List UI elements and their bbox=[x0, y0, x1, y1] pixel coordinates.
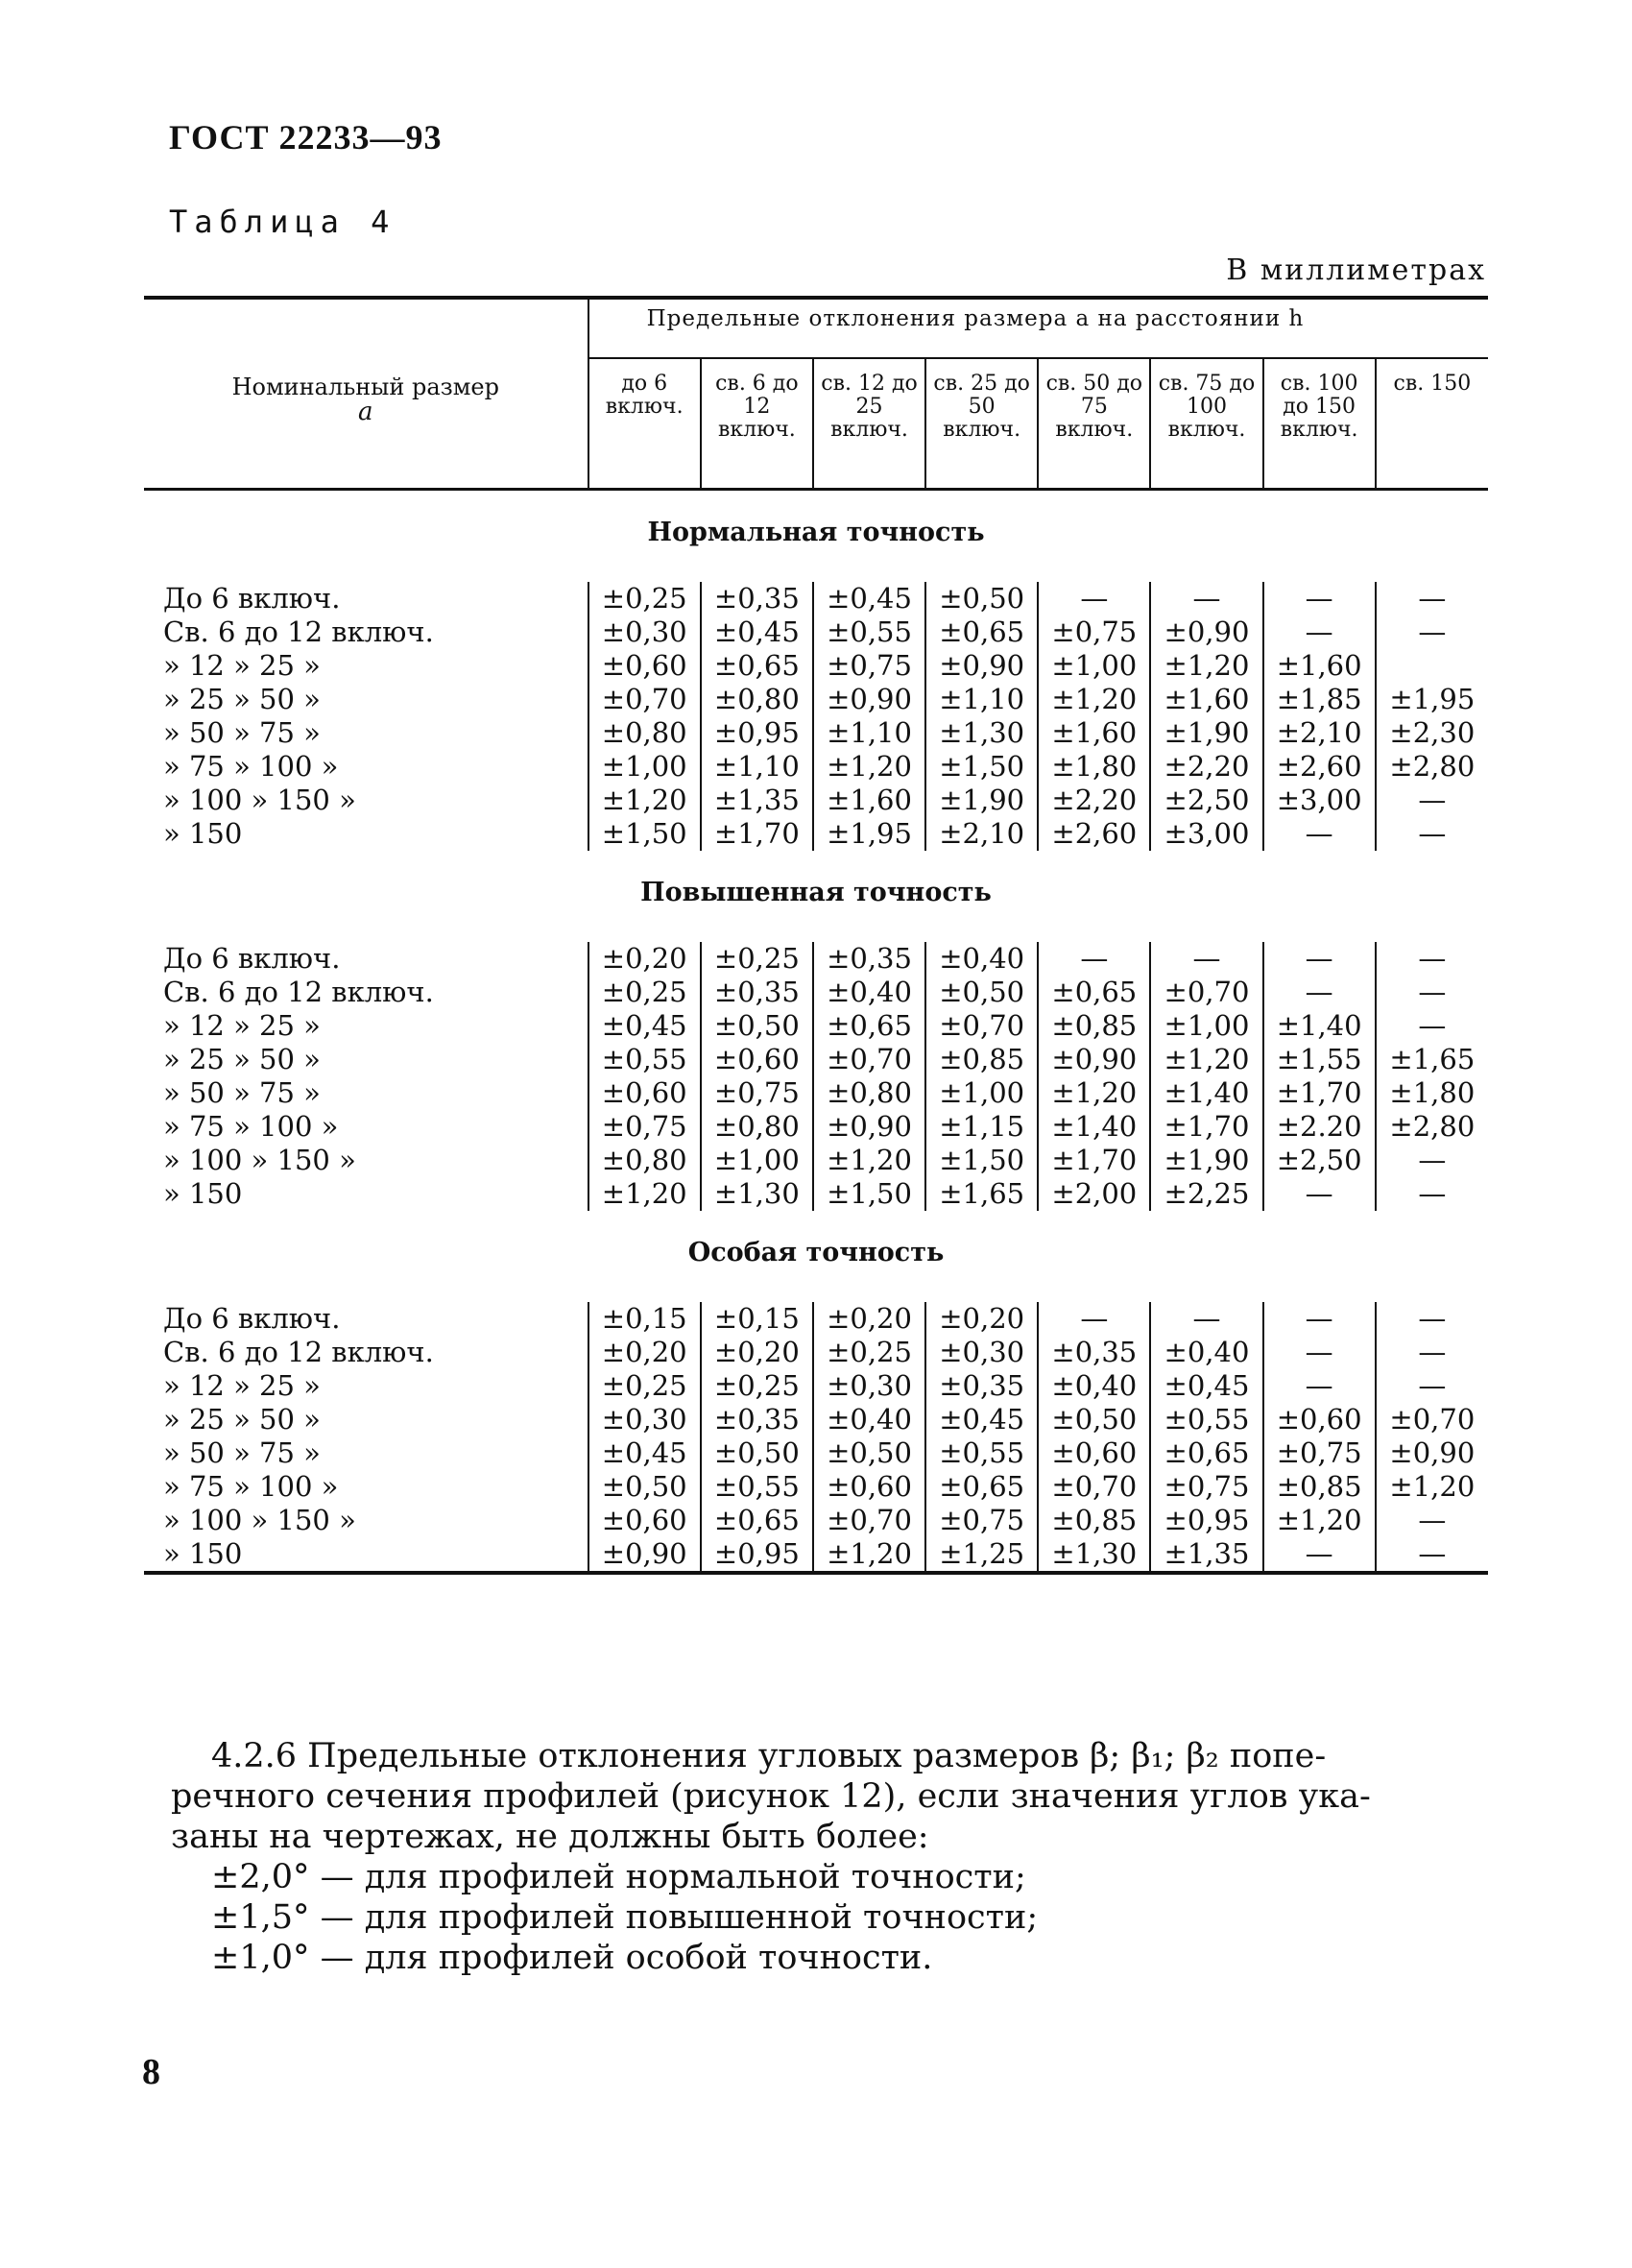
table-row bbox=[144, 1504, 1488, 1537]
deviation-cell: ±0,55 bbox=[813, 615, 925, 649]
deviation-cell: ±0,25 bbox=[813, 1336, 925, 1369]
deviation-cell: ±0,20 bbox=[701, 1336, 813, 1369]
row-label: До 6 включ. bbox=[163, 942, 341, 975]
deviation-cell: ±0,45 bbox=[813, 582, 925, 615]
deviation-cell bbox=[1376, 649, 1488, 683]
deviation-cell: ±1,90 bbox=[925, 784, 1038, 817]
tolerance-normal: ±2,0° — для профилей нормальной точности; bbox=[211, 1858, 1026, 1896]
deviation-cell: ±0,65 bbox=[813, 1009, 925, 1043]
table-caption: Таблица 4 bbox=[169, 204, 396, 240]
deviation-cell: ±1,50 bbox=[813, 1177, 925, 1211]
deviation-cell: ±0,75 bbox=[588, 1110, 701, 1144]
deviation-cell: ±0,80 bbox=[813, 1076, 925, 1110]
deviation-cell: ±0,90 bbox=[813, 1110, 925, 1144]
deviation-cell: ±2,50 bbox=[1150, 784, 1262, 817]
row-label: » 25 » 50 » bbox=[163, 1403, 321, 1436]
deviation-cell: ±0,65 bbox=[701, 649, 813, 683]
deviation-cell: ±0,90 bbox=[1038, 1043, 1150, 1076]
table-row bbox=[144, 1537, 1488, 1573]
section-title: Особая точность bbox=[687, 1238, 945, 1267]
deviation-cell: ±1,50 bbox=[588, 817, 701, 851]
deviation-cell: ±1,60 bbox=[1150, 683, 1262, 716]
deviation-cell: — bbox=[1263, 1537, 1376, 1573]
deviation-cell: ±2,60 bbox=[1263, 750, 1376, 784]
deviation-cell: ±1,65 bbox=[1376, 1043, 1488, 1076]
row-label: » 50 » 75 » bbox=[163, 1076, 321, 1109]
deviation-cell: ±0,15 bbox=[701, 1302, 813, 1336]
clause-4-2-6 bbox=[171, 1736, 1486, 1978]
deviation-cell: ±0,70 bbox=[925, 1009, 1038, 1043]
deviation-cell: ±3,00 bbox=[1150, 817, 1262, 851]
deviation-span-header: Предельные отклонения размера а на расстоянии h bbox=[588, 298, 1488, 358]
deviation-cell: ±0,65 bbox=[925, 615, 1038, 649]
deviation-cell: — bbox=[1376, 976, 1488, 1009]
deviation-cell: ±1,70 bbox=[1263, 1076, 1376, 1110]
deviation-cell: ±0,45 bbox=[588, 1009, 701, 1043]
deviation-cell: ±0,45 bbox=[588, 1436, 701, 1470]
deviation-cell: ±1,35 bbox=[1150, 1537, 1262, 1573]
deviation-cell: ±0,50 bbox=[1038, 1403, 1150, 1436]
deviation-cell: — bbox=[1263, 976, 1376, 1009]
nominal-size-header bbox=[144, 298, 588, 490]
deviation-cell: ±0,60 bbox=[588, 649, 701, 683]
deviation-cell: ±1,70 bbox=[701, 817, 813, 851]
table-row bbox=[144, 1336, 1488, 1369]
tolerance-increased: ±1,5° — для профилей повышенной точности; bbox=[211, 1898, 1039, 1937]
section-title: Нормальная точность bbox=[647, 518, 985, 547]
deviation-cell: — bbox=[1263, 1336, 1376, 1369]
deviation-cell: — bbox=[1376, 1009, 1488, 1043]
deviation-cell: ±0,70 bbox=[1376, 1403, 1488, 1436]
row-label: » 150 bbox=[163, 1537, 243, 1570]
deviation-cell: ±0,65 bbox=[1150, 1436, 1262, 1470]
deviation-cell: ±0,65 bbox=[1038, 976, 1150, 1009]
deviation-cell: ±0,20 bbox=[588, 942, 701, 976]
deviation-cell: ±1,90 bbox=[1150, 716, 1262, 750]
deviation-cell: ±0,65 bbox=[701, 1504, 813, 1537]
column-header: св. 150 bbox=[1376, 358, 1488, 490]
deviation-cell: — bbox=[1263, 615, 1376, 649]
deviation-cell: ±1,35 bbox=[701, 784, 813, 817]
deviation-cell: ±0,75 bbox=[813, 649, 925, 683]
deviation-cell: ±0,80 bbox=[701, 683, 813, 716]
table-row bbox=[144, 817, 1488, 851]
column-header: св. 50 до 75 включ. bbox=[1038, 358, 1150, 490]
deviation-cell: ±1,60 bbox=[813, 784, 925, 817]
deviation-cell: ±1,95 bbox=[813, 817, 925, 851]
column-header: св. 12 до 25 включ. bbox=[813, 358, 925, 490]
deviation-cell: ±0,85 bbox=[1263, 1470, 1376, 1504]
table-row bbox=[144, 1403, 1488, 1436]
deviation-cell: ±1,40 bbox=[1038, 1110, 1150, 1144]
table-row bbox=[144, 1470, 1488, 1504]
deviation-cell: ±0,90 bbox=[1150, 615, 1262, 649]
deviation-cell: ±1,90 bbox=[1150, 1144, 1262, 1177]
deviation-cell: ±2,25 bbox=[1150, 1177, 1262, 1211]
deviation-cell: ±0,70 bbox=[588, 683, 701, 716]
column-header: св. 100 до 150 включ. bbox=[1263, 358, 1376, 490]
deviation-cell: ±0,50 bbox=[588, 1470, 701, 1504]
row-label: » 100 » 150 » bbox=[163, 1504, 356, 1536]
column-header: до 6 включ. bbox=[588, 358, 701, 490]
deviation-cell: ±1,30 bbox=[1038, 1537, 1150, 1573]
deviation-cell: ±1,20 bbox=[1150, 649, 1262, 683]
table-row bbox=[144, 1110, 1488, 1144]
deviation-cell: ±0,95 bbox=[701, 1537, 813, 1573]
deviation-cell: ±0,60 bbox=[1038, 1436, 1150, 1470]
deviation-cell: — bbox=[1376, 615, 1488, 649]
paragraph-line: 4.2.6 Предельные отклонения угловых размеров β; β₁; β₂ попе- bbox=[211, 1737, 1327, 1775]
deviation-cell: ±2.20 bbox=[1263, 1110, 1376, 1144]
deviation-cell: ±1,65 bbox=[925, 1177, 1038, 1211]
deviation-cell: — bbox=[1263, 582, 1376, 615]
table-row bbox=[144, 683, 1488, 716]
deviation-cell: ±0,50 bbox=[813, 1436, 925, 1470]
deviation-cell: ±0,75 bbox=[1150, 1470, 1262, 1504]
deviation-cell: — bbox=[1263, 1369, 1376, 1403]
deviation-cell: ±1,20 bbox=[1263, 1504, 1376, 1537]
deviation-cell: ±0,45 bbox=[925, 1403, 1038, 1436]
deviation-cell: ±0,30 bbox=[588, 1403, 701, 1436]
deviation-cell: ±0,85 bbox=[1038, 1009, 1150, 1043]
row-label: » 75 » 100 » bbox=[163, 1470, 339, 1503]
deviation-cell: ±0,45 bbox=[1150, 1369, 1262, 1403]
page-number: 8 bbox=[142, 2052, 160, 2092]
nominal-size-symbol: a bbox=[358, 398, 373, 426]
deviation-cell: ±0,55 bbox=[588, 1043, 701, 1076]
deviation-cell: — bbox=[1038, 942, 1150, 976]
table-row bbox=[144, 1009, 1488, 1043]
deviation-cell: ±1,20 bbox=[813, 1144, 925, 1177]
deviation-cell: ±1,95 bbox=[1376, 683, 1488, 716]
table-row bbox=[144, 1043, 1488, 1076]
table-row bbox=[144, 1369, 1488, 1403]
deviation-cell: ±1,20 bbox=[588, 784, 701, 817]
deviation-cell: ±1,30 bbox=[925, 716, 1038, 750]
deviation-cell: ±0,70 bbox=[1150, 976, 1262, 1009]
deviation-cell: ±1,00 bbox=[1038, 649, 1150, 683]
table-row bbox=[144, 1144, 1488, 1177]
tolerance-table bbox=[144, 296, 1488, 1575]
table-row bbox=[144, 582, 1488, 615]
table-row bbox=[144, 942, 1488, 976]
deviation-cell: ±0,20 bbox=[925, 1302, 1038, 1336]
deviation-cell: ±0,50 bbox=[701, 1436, 813, 1470]
deviation-cell: ±1,40 bbox=[1150, 1076, 1262, 1110]
row-label: До 6 включ. bbox=[163, 582, 341, 615]
row-label: » 50 » 75 » bbox=[163, 1436, 321, 1469]
deviation-cell: ±1,40 bbox=[1263, 1009, 1376, 1043]
deviation-cell: ±0,40 bbox=[813, 976, 925, 1009]
deviation-cell: ±0,55 bbox=[925, 1436, 1038, 1470]
deviation-cell: ±1,85 bbox=[1263, 683, 1376, 716]
deviation-cell: ±0,60 bbox=[701, 1043, 813, 1076]
deviation-cell: ±0,60 bbox=[588, 1504, 701, 1537]
row-label: » 25 » 50 » bbox=[163, 1043, 321, 1075]
deviation-cell: ±2,20 bbox=[1150, 750, 1262, 784]
deviation-cell: ±0,15 bbox=[588, 1302, 701, 1336]
section-header-row bbox=[144, 851, 1488, 942]
paragraph-line: речного сечения профилей (рисунок 12), если значения углов ука- bbox=[171, 1777, 1371, 1816]
deviation-cell: ±3,00 bbox=[1263, 784, 1376, 817]
deviation-cell: ±0,25 bbox=[588, 1369, 701, 1403]
deviation-cell: ±0,90 bbox=[588, 1537, 701, 1573]
deviation-cell: ±0,65 bbox=[925, 1470, 1038, 1504]
deviation-cell: ±1,10 bbox=[925, 683, 1038, 716]
deviation-cell: ±0,80 bbox=[588, 1144, 701, 1177]
deviation-cell: ±1,20 bbox=[1376, 1470, 1488, 1504]
deviation-cell: ±1,70 bbox=[1150, 1110, 1262, 1144]
deviation-cell: ±0,40 bbox=[1038, 1369, 1150, 1403]
table-row bbox=[144, 750, 1488, 784]
row-label: » 100 » 150 » bbox=[163, 784, 356, 816]
deviation-cell: ±0,60 bbox=[588, 1076, 701, 1110]
deviation-cell: — bbox=[1376, 1504, 1488, 1537]
deviation-cell: ±1,00 bbox=[701, 1144, 813, 1177]
deviation-cell: — bbox=[1376, 817, 1488, 851]
deviation-cell: — bbox=[1376, 1302, 1488, 1336]
deviation-cell: ±2,50 bbox=[1263, 1144, 1376, 1177]
row-label: » 150 bbox=[163, 1177, 243, 1210]
deviation-cell: ±0,40 bbox=[925, 942, 1038, 976]
table-row bbox=[144, 1177, 1488, 1211]
deviation-cell: ±2,10 bbox=[925, 817, 1038, 851]
units-note: В миллиметрах bbox=[1226, 253, 1486, 287]
deviation-cell: — bbox=[1038, 1302, 1150, 1336]
table-row bbox=[144, 1302, 1488, 1336]
deviation-cell: ±1,10 bbox=[813, 716, 925, 750]
deviation-cell: ±0,20 bbox=[588, 1336, 701, 1369]
section-header-row bbox=[144, 1211, 1488, 1302]
deviation-cell: ±0,70 bbox=[1038, 1470, 1150, 1504]
deviation-cell: ±0,95 bbox=[1150, 1504, 1262, 1537]
deviation-cell: ±1,20 bbox=[1038, 1076, 1150, 1110]
deviation-cell: ±1,80 bbox=[1038, 750, 1150, 784]
deviation-cell: — bbox=[1263, 942, 1376, 976]
table-body bbox=[144, 490, 1488, 1574]
document-code: ГОСТ 22233—93 bbox=[169, 118, 443, 157]
deviation-cell: ±0,75 bbox=[1263, 1436, 1376, 1470]
deviation-cell: — bbox=[1376, 784, 1488, 817]
deviation-cell: — bbox=[1263, 1177, 1376, 1211]
deviation-cell: ±1,00 bbox=[925, 1076, 1038, 1110]
section-title: Повышенная точность bbox=[640, 878, 992, 907]
deviation-cell: ±0,50 bbox=[925, 582, 1038, 615]
deviation-cell: ±2,30 bbox=[1376, 716, 1488, 750]
deviation-cell: ±2,20 bbox=[1038, 784, 1150, 817]
column-header: св. 25 до 50 включ. bbox=[925, 358, 1038, 490]
deviation-cell: ±0,25 bbox=[701, 1369, 813, 1403]
deviation-cell: ±0,85 bbox=[925, 1043, 1038, 1076]
deviation-cell: ±0,70 bbox=[813, 1504, 925, 1537]
paragraph-line: заны на чертежах, не должны быть более: bbox=[171, 1818, 929, 1856]
deviation-cell: ±2,80 bbox=[1376, 750, 1488, 784]
deviation-cell: ±1,60 bbox=[1263, 649, 1376, 683]
row-label: » 25 » 50 » bbox=[163, 683, 321, 715]
deviation-cell: ±1,30 bbox=[701, 1177, 813, 1211]
deviation-cell: ±0,35 bbox=[701, 976, 813, 1009]
nominal-size-label: Номинальный размер bbox=[231, 374, 499, 400]
deviation-cell: — bbox=[1376, 1336, 1488, 1369]
deviation-cell: — bbox=[1150, 582, 1262, 615]
deviation-cell: — bbox=[1038, 582, 1150, 615]
deviation-cell: ±1,50 bbox=[925, 1144, 1038, 1177]
deviation-cell: — bbox=[1376, 942, 1488, 976]
deviation-cell: — bbox=[1263, 1302, 1376, 1336]
deviation-cell: — bbox=[1376, 1537, 1488, 1573]
deviation-cell: ±1,60 bbox=[1038, 716, 1150, 750]
deviation-cell: ±0,60 bbox=[813, 1470, 925, 1504]
row-label: » 12 » 25 » bbox=[163, 1009, 321, 1042]
deviation-cell: ±0,70 bbox=[813, 1043, 925, 1076]
table-row bbox=[144, 784, 1488, 817]
deviation-cell: ±0,35 bbox=[925, 1369, 1038, 1403]
deviation-cell: ±0,35 bbox=[701, 582, 813, 615]
deviation-cell: ±0,20 bbox=[813, 1302, 925, 1336]
deviation-cell: ±1,00 bbox=[1150, 1009, 1262, 1043]
deviation-cell: ±0,80 bbox=[588, 716, 701, 750]
deviation-cell: ±0,90 bbox=[925, 649, 1038, 683]
tolerance-table-container bbox=[144, 296, 1488, 1575]
deviation-cell: ±0,35 bbox=[813, 942, 925, 976]
table-row bbox=[144, 1076, 1488, 1110]
row-label: » 75 » 100 » bbox=[163, 1110, 339, 1143]
deviation-cell: ±1,80 bbox=[1376, 1076, 1488, 1110]
row-label: Св. 6 до 12 включ. bbox=[163, 615, 434, 648]
deviation-cell: ±0,55 bbox=[701, 1470, 813, 1504]
deviation-cell: ±1,15 bbox=[925, 1110, 1038, 1144]
deviation-cell: ±0,75 bbox=[925, 1504, 1038, 1537]
deviation-cell: ±2,60 bbox=[1038, 817, 1150, 851]
deviation-cell: ±1,70 bbox=[1038, 1144, 1150, 1177]
deviation-cell: ±0,30 bbox=[925, 1336, 1038, 1369]
deviation-cell: ±1,20 bbox=[1038, 683, 1150, 716]
row-label: » 100 » 150 » bbox=[163, 1144, 356, 1176]
deviation-cell: ±0,40 bbox=[1150, 1336, 1262, 1369]
deviation-cell: — bbox=[1376, 582, 1488, 615]
deviation-cell: ±1,20 bbox=[1150, 1043, 1262, 1076]
tolerance-special: ±1,0° — для профилей особой точности. bbox=[211, 1939, 933, 1977]
deviation-cell: — bbox=[1376, 1144, 1488, 1177]
row-label: » 75 » 100 » bbox=[163, 750, 339, 783]
deviation-cell: — bbox=[1376, 1177, 1488, 1211]
table-row bbox=[144, 976, 1488, 1009]
deviation-cell: ±1,55 bbox=[1263, 1043, 1376, 1076]
deviation-cell: ±0,55 bbox=[1150, 1403, 1262, 1436]
deviation-cell: — bbox=[1150, 1302, 1262, 1336]
deviation-cell: ±1,00 bbox=[588, 750, 701, 784]
deviation-cell: ±0,90 bbox=[813, 683, 925, 716]
deviation-cell: — bbox=[1150, 942, 1262, 976]
table-row bbox=[144, 649, 1488, 683]
row-label: » 12 » 25 » bbox=[163, 1369, 321, 1402]
table-row bbox=[144, 1436, 1488, 1470]
deviation-cell: ±1,20 bbox=[813, 1537, 925, 1573]
deviation-cell: ±0,25 bbox=[701, 942, 813, 976]
row-label: » 150 bbox=[163, 817, 243, 850]
row-label: » 50 » 75 » bbox=[163, 716, 321, 749]
row-label: До 6 включ. bbox=[163, 1302, 341, 1335]
row-label: Св. 6 до 12 включ. bbox=[163, 1336, 434, 1368]
deviation-cell: ±0,35 bbox=[1038, 1336, 1150, 1369]
deviation-cell: ±0,95 bbox=[701, 716, 813, 750]
deviation-cell: ±2,10 bbox=[1263, 716, 1376, 750]
deviation-cell: ±0,85 bbox=[1038, 1504, 1150, 1537]
deviation-cell: ±2,80 bbox=[1376, 1110, 1488, 1144]
deviation-cell: ±0,40 bbox=[813, 1403, 925, 1436]
deviation-cell: ±0,25 bbox=[588, 582, 701, 615]
deviation-cell: ±1,25 bbox=[925, 1537, 1038, 1573]
section-header-row bbox=[144, 490, 1488, 583]
deviation-cell: ±0,30 bbox=[813, 1369, 925, 1403]
table-row bbox=[144, 615, 1488, 649]
deviation-cell: ±0,25 bbox=[588, 976, 701, 1009]
deviation-cell: ±0,80 bbox=[701, 1110, 813, 1144]
deviation-cell: ±0,45 bbox=[701, 615, 813, 649]
column-header: св. 75 до 100 включ. bbox=[1150, 358, 1262, 490]
deviation-cell: ±0,90 bbox=[1376, 1436, 1488, 1470]
column-header: св. 6 до 12 включ. bbox=[701, 358, 813, 490]
deviation-cell: ±0,75 bbox=[1038, 615, 1150, 649]
table-row bbox=[144, 716, 1488, 750]
deviation-cell: ±1,50 bbox=[925, 750, 1038, 784]
deviation-cell: ±0,35 bbox=[701, 1403, 813, 1436]
deviation-cell: ±1,20 bbox=[588, 1177, 701, 1211]
deviation-cell: ±2,00 bbox=[1038, 1177, 1150, 1211]
deviation-cell: ±0,60 bbox=[1263, 1403, 1376, 1436]
deviation-cell: — bbox=[1376, 1369, 1488, 1403]
deviation-cell: ±0,30 bbox=[588, 615, 701, 649]
row-label: Св. 6 до 12 включ. bbox=[163, 976, 434, 1008]
deviation-cell: ±0,50 bbox=[701, 1009, 813, 1043]
deviation-cell: ±1,10 bbox=[701, 750, 813, 784]
deviation-cell: — bbox=[1263, 817, 1376, 851]
deviation-cell: ±0,75 bbox=[701, 1076, 813, 1110]
deviation-cell: ±1,20 bbox=[813, 750, 925, 784]
row-label: » 12 » 25 » bbox=[163, 649, 321, 682]
deviation-cell: ±0,50 bbox=[925, 976, 1038, 1009]
